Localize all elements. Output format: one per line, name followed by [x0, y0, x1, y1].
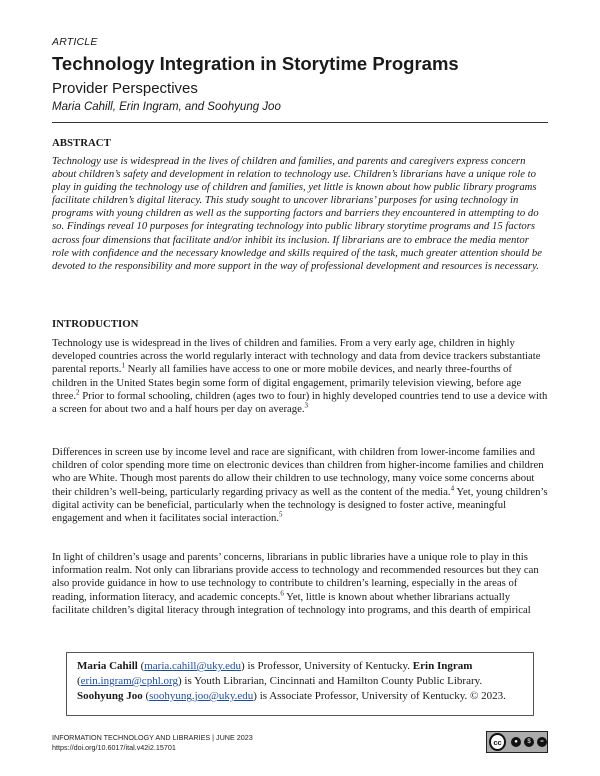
author-name: Soohyung Joo — [77, 690, 143, 702]
author-list: Maria Cahill, Erin Ingram, and Soohyung Joo — [52, 101, 281, 113]
author-name: Erin Ingram — [412, 660, 473, 672]
introduction-heading: INTRODUCTION — [52, 318, 139, 330]
author-bio-box: Maria Cahill (maria.cahill@uky.edu) is Professor, University of Kentucky. Erin Ingram (erin.ingram@cphl.org) is Youth Librarian, Cincinnati and Hamilton County Public Library. Soohyung Joo (soohyung.joo@uky.edu) is Associate Professor, University of Kentucky. © 2023. — [66, 652, 534, 716]
email-link[interactable]: soohyung.joo@uky.edu — [149, 690, 254, 702]
footnote-ref[interactable]: 5 — [279, 510, 283, 519]
footnote-ref[interactable]: 2 — [76, 388, 80, 397]
email-link[interactable]: erin.ingram@cphl.org — [80, 675, 178, 687]
footnote-ref[interactable]: 4 — [450, 484, 455, 493]
author-name: Maria Cahill — [77, 660, 138, 672]
article-title: Technology Integration in Storytime Programs — [52, 53, 459, 74]
footnote-ref[interactable]: 6 — [280, 589, 284, 598]
equals-icon: = — [537, 737, 547, 747]
cc-license-badge[interactable] — [486, 731, 548, 753]
intro-paragraph-2: Differences in screen use by income level and race are significant, with children from lower-income families and children of color spending more time on electronic devices than children from higher-income families and children who are White. Though most parents do allow their children to use technology, many voice some concerns about their children’s well-being, particularly regarding privacy as well as the content of the media.$^4$ Yet, young children’s digital activity can be beneficial, particularly when the technology is designed to foster active, meaningful engagement and when it facilitates social interaction.$^5$ — [52, 446, 548, 525]
header-divider — [52, 122, 548, 123]
abstract-text: Technology use is widespread in the lives of children and families, and parents and caregivers express concern about children’s safety and development in relation to technology use. Children’s librarians have a unique role to play in guiding the technology use of children and families, yet little is known about how public library programs facilitate children’s digital literacy. This study sought to uncover librarians’ purposes for using technology in programs with young children as well as the supporting factors and barriers they encountered in attempting to do so. Findings reveal 10 purposes for integrating technology into public library storytime programs and 15 factors across four dimensions that facilitate and/or inhibit its inclusion. If librarians are to embrace the media mentor role with confidence and the necessary knowledge and skills required of the task, much greater attention should be devoted to the responsibility and more support in the way of professional development and resources is necessary. — [52, 155, 542, 272]
abstract-heading: ABSTRACT — [52, 137, 111, 149]
page-footer — [52, 733, 253, 753]
intro-paragraph-3: In light of children’s usage and parents’ concerns, librarians in public libraries have a unique role to play in this information realm. Not only can librarians provide access to technology and recommended resources but they can also provide guidance in how to use technology to contribute to children’s learning, especially in the areas of reading, information literacy, and academic concepts.$^6$ Yet, little is known about whether librarians actually facilitate children’s digital literacy through integration of technology into programs, and this dearth of empirical — [52, 551, 539, 616]
article-label: ARTICLE — [52, 36, 98, 48]
doi-link[interactable]: https://doi.org/10.6017/ital.v42i2.15701 — [52, 743, 176, 752]
cc-icon: cc — [489, 733, 506, 751]
journal-issue: INFORMATION TECHNOLOGY AND LIBRARIES | JUNE 2023 — [52, 733, 253, 742]
footnote-ref[interactable]: 3 — [304, 401, 309, 410]
email-link[interactable]: maria.cahill@uky.edu — [144, 660, 242, 672]
person-icon: ● — [511, 737, 521, 747]
dollar-slash-icon: $ — [524, 737, 534, 747]
article-subtitle: Provider Perspectives — [52, 80, 198, 97]
intro-paragraph-1: Technology use is widespread in the lives of children and families. From a very early age, children in highly developed countries across the world regularly interact with technology and data from device trackers substantiate parental reports.$^1$ Nearly all families have access to one or more mobile devices, and nearly three-fourths of children in the United States begin some form of digital engagement, primarily television viewing, before age three.$^2$ Prior to formal schooling, children (ages two to four) in highly developed countries tend to use a device with a screen for about two and a half hours per day on average.$^3$ — [52, 337, 548, 416]
footnote-ref[interactable]: 1 — [121, 361, 125, 370]
